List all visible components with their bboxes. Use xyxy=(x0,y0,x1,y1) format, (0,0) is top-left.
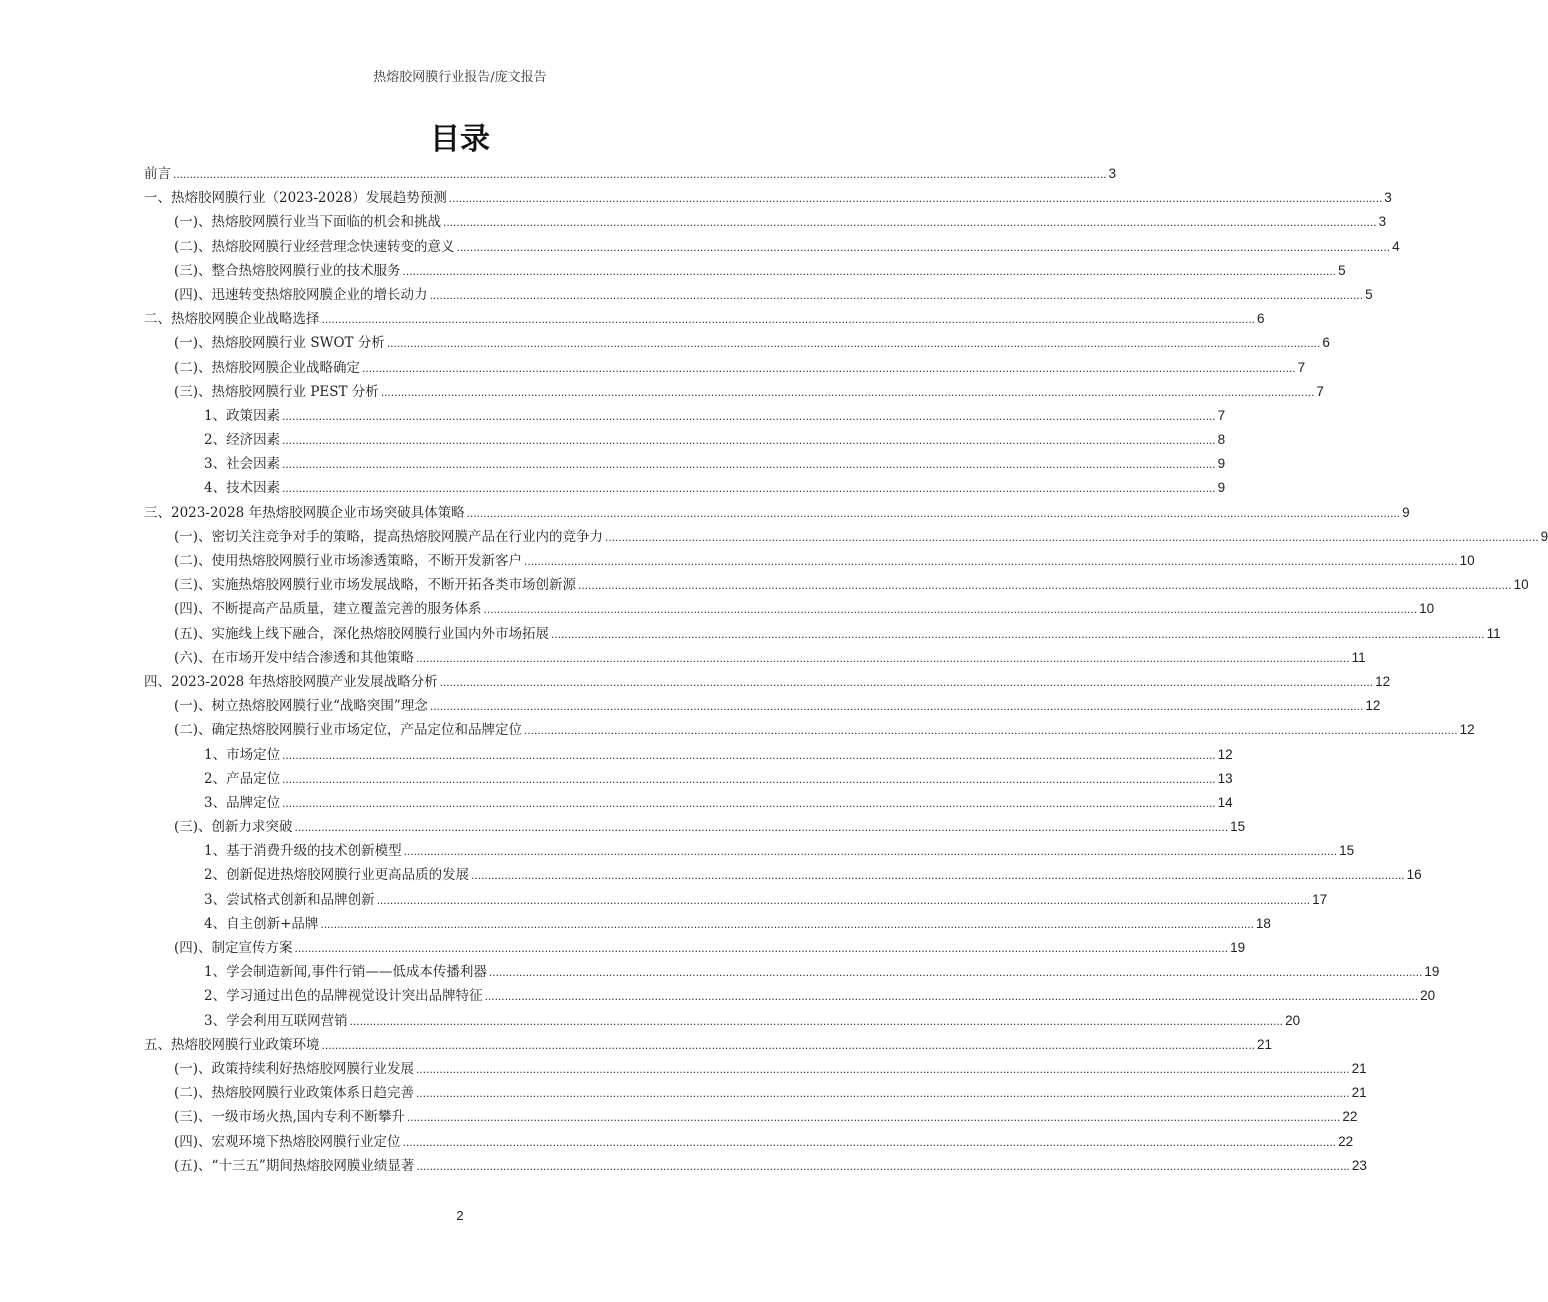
toc-entry-title: 3、学会利用互联网营销 xyxy=(204,1012,348,1029)
toc-entry[interactable] xyxy=(144,186,1392,210)
toc-entry-title: 1、基于消费升级的技术创新模型 xyxy=(204,843,402,860)
toc-entry-page: 10 xyxy=(1513,577,1529,593)
toc-entry-title: 前言 xyxy=(144,166,171,182)
toc-leader-dots xyxy=(320,917,1254,931)
toc-leader-dots xyxy=(362,361,1296,375)
toc-entry[interactable] xyxy=(144,694,1381,718)
toc-entry-page: 7 xyxy=(1217,407,1226,423)
toc-entry-page: 7 xyxy=(1297,359,1306,375)
toc-entry-title: (六)、在市场开发中结合渗透和其他策略 xyxy=(174,649,415,666)
toc-entry[interactable] xyxy=(144,356,1306,380)
toc-entry[interactable] xyxy=(144,1033,1273,1057)
toc-entry-page: 12 xyxy=(1365,698,1381,714)
toc-leader-dots xyxy=(282,481,1216,495)
toc-leader-dots xyxy=(295,820,1229,834)
toc-entry[interactable] xyxy=(144,984,1436,1008)
toc-entry[interactable] xyxy=(144,1130,1354,1154)
toc-entry[interactable] xyxy=(144,283,1373,307)
toc-leader-dots xyxy=(467,506,1401,520)
toc-entry[interactable] xyxy=(144,1154,1367,1178)
toc-entry-title: 2、产品定位 xyxy=(204,770,281,787)
toc-entry[interactable] xyxy=(144,428,1226,452)
toc-entry[interactable] xyxy=(144,646,1366,670)
toc-entry[interactable] xyxy=(144,380,1324,404)
toc-entry[interactable] xyxy=(144,501,1410,525)
toc-entry[interactable] xyxy=(144,235,1400,259)
toc-entry-page: 9 xyxy=(1540,528,1548,544)
toc-entry-title: (五)、“十三五”期间热熔胶网膜业绩显著 xyxy=(174,1157,415,1174)
toc-entry-title: 3、尝试格式创新和品牌创新 xyxy=(204,891,375,908)
toc-entry[interactable] xyxy=(144,404,1226,428)
toc-entry-title: 2、学习通过出色的品牌视觉设计突出品牌特征 xyxy=(204,988,483,1005)
toc-entry[interactable] xyxy=(144,791,1233,815)
toc-entry-page: 21 xyxy=(1351,1060,1367,1076)
toc-leader-dots xyxy=(440,675,1374,689)
toc-entry[interactable] xyxy=(144,960,1440,984)
toc-entry-page: 15 xyxy=(1339,843,1355,859)
toc-leader-dots xyxy=(605,530,1539,544)
page-title: 目录 xyxy=(430,122,490,157)
toc-entry-page: 12 xyxy=(1217,746,1233,762)
toc-entry-title: 2、创新促进热熔胶网膜行业更高品质的发展 xyxy=(204,867,470,884)
toc-leader-dots xyxy=(350,1014,1284,1028)
toc-entry-page: 19 xyxy=(1230,940,1246,955)
toc-leader-dots xyxy=(457,240,1391,254)
toc-entry-title: 三、2023-2028 年热熔胶网膜企业市场突破具体策略 xyxy=(144,504,465,521)
toc-entry-title: 4、技术因素 xyxy=(204,480,281,497)
toc-entry-page: 16 xyxy=(1406,867,1422,883)
toc-leader-dots xyxy=(407,1110,1341,1124)
toc-entry-page: 10 xyxy=(1459,553,1475,568)
toc-entry-page: 19 xyxy=(1424,964,1440,980)
toc-entry-page: 9 xyxy=(1217,456,1226,472)
toc-entry-page: 12 xyxy=(1459,722,1475,738)
toc-leader-dots xyxy=(489,965,1423,979)
toc-leader-dots xyxy=(387,336,1321,350)
toc-entry-page: 20 xyxy=(1420,988,1436,1004)
toc-entry[interactable] xyxy=(144,839,1355,863)
toc-leader-dots xyxy=(416,1159,1350,1173)
toc-entry-title: 一、热熔胶网膜行业（2023-2028）发展趋势预测 xyxy=(144,190,447,207)
toc-leader-dots xyxy=(173,167,1107,181)
toc-leader-dots xyxy=(551,627,1485,641)
toc-entry[interactable] xyxy=(144,573,1529,597)
toc-entry-page: 14 xyxy=(1217,794,1233,810)
toc-entry-page: 3 xyxy=(1108,166,1117,181)
toc-entry-page: 8 xyxy=(1217,432,1226,448)
toc-leader-dots xyxy=(322,1038,1256,1052)
toc-entry-title: (二)、热熔胶网膜企业战略确定 xyxy=(174,359,361,376)
toc-entry[interactable] xyxy=(144,1009,1301,1033)
toc-entry-title: (一)、政策持续利好热熔胶网膜行业发展 xyxy=(174,1060,415,1077)
toc-entry-page: 13 xyxy=(1217,770,1233,786)
toc-entry-title: 2、经济因素 xyxy=(204,432,281,449)
toc-leader-dots xyxy=(416,1062,1350,1076)
toc-entry-title: (三)、实施热熔胶网膜行业市场发展战略，不断开拓各类市场创新源 xyxy=(174,577,577,594)
toc-entry-title: 1、学会制造新闻,事件行销——低成本传播利器 xyxy=(204,964,487,981)
toc-leader-dots xyxy=(524,723,1458,737)
toc-entry[interactable] xyxy=(144,307,1265,331)
toc-leader-dots xyxy=(471,868,1405,882)
toc-entry[interactable] xyxy=(144,549,1475,573)
toc-entry-title: (一)、树立热熔胶网膜行业“战略突围”理念 xyxy=(174,698,428,715)
toc-leader-dots xyxy=(578,578,1512,592)
toc-entry-title: (四)、制定宣传方案 xyxy=(174,940,293,956)
toc-leader-dots xyxy=(403,1135,1337,1149)
toc-entry-page: 21 xyxy=(1257,1036,1273,1052)
page-number: 2 xyxy=(456,1208,464,1223)
toc-entry-title: (四)、迅速转变热熔胶网膜企业的增长动力 xyxy=(174,286,428,303)
toc-entry[interactable] xyxy=(144,452,1226,476)
toc-entry-page: 4 xyxy=(1392,238,1400,254)
toc-leader-dots xyxy=(416,651,1350,665)
toc-entry-title: 五、热熔胶网膜行业政策环境 xyxy=(144,1036,320,1053)
toc-entry-page: 11 xyxy=(1486,625,1501,641)
toc-entry-title: (四)、宏观环境下热熔胶网膜行业定位 xyxy=(174,1133,401,1150)
toc-entry[interactable] xyxy=(144,888,1328,912)
toc-entry-page: 22 xyxy=(1338,1133,1354,1149)
toc-entry[interactable] xyxy=(144,767,1233,791)
toc-entry-page: 12 xyxy=(1375,673,1391,689)
toc-entry-title: 3、社会因素 xyxy=(204,456,281,473)
toc-entry-page: 3 xyxy=(1378,214,1387,230)
toc-entry-page: 11 xyxy=(1351,649,1366,665)
toc-entry[interactable] xyxy=(144,936,1246,960)
toc-leader-dots xyxy=(449,191,1383,205)
toc-leader-dots xyxy=(282,748,1216,762)
toc-entry[interactable] xyxy=(144,718,1475,742)
toc-entry-page: 9 xyxy=(1217,480,1226,496)
toc-entry[interactable] xyxy=(144,210,1387,234)
toc-entry-title: (一)、热熔胶网膜行业 SWOT 分析 xyxy=(174,335,385,352)
toc-entry-page: 17 xyxy=(1312,891,1328,907)
toc-entry[interactable] xyxy=(144,743,1233,767)
toc-leader-dots xyxy=(377,893,1311,907)
toc-leader-dots xyxy=(282,433,1216,447)
toc-entry-title: (二)、热熔胶网膜行业经营理念快速转变的意义 xyxy=(174,238,455,255)
toc-leader-dots xyxy=(282,772,1216,786)
toc-entry-page: 5 xyxy=(1338,262,1346,278)
toc-entry[interactable] xyxy=(144,162,1117,186)
toc-entry-page: 15 xyxy=(1230,819,1246,835)
toc-entry-page: 23 xyxy=(1351,1157,1367,1173)
toc-entry-title: (三)、创新力求突破 xyxy=(174,819,293,836)
toc-leader-dots xyxy=(430,288,1364,302)
toc-entry-title: (三)、热熔胶网膜行业 PEST 分析 xyxy=(174,383,379,400)
toc-entry[interactable] xyxy=(144,670,1391,694)
toc-leader-dots xyxy=(403,264,1337,278)
toc-entry-page: 6 xyxy=(1322,335,1330,351)
running-header: 热熔胶网膜行业报告/庞文报告 xyxy=(373,70,547,85)
toc-entry-title: 1、政策因素 xyxy=(204,407,281,424)
toc-entry[interactable] xyxy=(144,476,1226,500)
toc-entry[interactable] xyxy=(144,1057,1367,1081)
toc-leader-dots xyxy=(295,941,1229,955)
toc-entry-title: 3、品牌定位 xyxy=(204,794,281,811)
toc-entry-page: 5 xyxy=(1365,286,1373,302)
table-of-contents xyxy=(144,162,1548,1178)
toc-entry[interactable] xyxy=(144,331,1330,355)
toc-entry[interactable] xyxy=(144,597,1435,621)
toc-entry[interactable] xyxy=(144,863,1422,887)
toc-entry-page: 22 xyxy=(1342,1109,1358,1125)
toc-leader-dots xyxy=(282,796,1216,810)
toc-leader-dots xyxy=(282,409,1216,423)
toc-entry-title: (一)、热熔胶网膜行业当下面临的机会和挑战 xyxy=(174,214,442,231)
toc-leader-dots xyxy=(282,457,1216,471)
toc-leader-dots xyxy=(404,844,1338,858)
toc-entry-title: (三)、一级市场火热,国内专利不断攀升 xyxy=(174,1109,405,1126)
toc-entry-page: 18 xyxy=(1255,915,1271,931)
toc-leader-dots xyxy=(430,699,1364,713)
toc-entry-page: 9 xyxy=(1402,504,1410,520)
toc-entry[interactable] xyxy=(144,1081,1367,1105)
toc-leader-dots xyxy=(416,1086,1350,1100)
toc-entry-title: 二、热熔胶网膜企业战略选择 xyxy=(144,311,320,328)
toc-entry-title: (五)、实施线上线下融合，深化热熔胶网膜行业国内外市场拓展 xyxy=(174,625,550,642)
toc-leader-dots xyxy=(381,385,1315,399)
toc-leader-dots xyxy=(484,602,1418,616)
toc-leader-dots xyxy=(322,312,1256,326)
toc-entry-title: 四、2023-2028 年热熔胶网膜产业发展战略分析 xyxy=(144,673,438,690)
toc-leader-dots xyxy=(524,554,1458,568)
toc-entry[interactable] xyxy=(144,912,1271,936)
toc-entry[interactable] xyxy=(144,1105,1358,1129)
toc-entry[interactable] xyxy=(144,815,1246,839)
toc-leader-dots xyxy=(485,989,1419,1003)
toc-entry-title: 1、市场定位 xyxy=(204,746,281,763)
toc-entry-title: (三)、整合热熔胶网膜行业的技术服务 xyxy=(174,262,401,279)
toc-entry[interactable] xyxy=(144,525,1548,549)
toc-entry-title: (二)、热熔胶网膜行业政策体系日趋完善 xyxy=(174,1085,415,1102)
toc-entry-title: (一)、密切关注竞争对手的策略，提高热熔胶网膜产品在行业内的竞争力 xyxy=(174,528,604,545)
toc-entry-page: 7 xyxy=(1316,383,1324,399)
toc-entry-page: 10 xyxy=(1419,601,1435,617)
toc-entry[interactable] xyxy=(144,259,1346,283)
toc-entry-title: 4、自主创新+品牌 xyxy=(204,915,319,932)
toc-entry-page: 20 xyxy=(1285,1012,1301,1028)
toc-entry-title: (二)、使用热熔胶网膜行业市场渗透策略，不断开发新客户 xyxy=(174,553,523,569)
toc-entry-title: (四)、不断提高产品质量，建立覆盖完善的服务体系 xyxy=(174,601,482,618)
toc-entry-page: 6 xyxy=(1257,311,1265,327)
toc-leader-dots xyxy=(443,215,1377,229)
toc-entry-page: 21 xyxy=(1351,1085,1367,1101)
toc-entry-title: (二)、确定热熔胶网膜行业市场定位，产品定位和品牌定位 xyxy=(174,722,523,739)
toc-entry-page: 3 xyxy=(1384,190,1392,206)
toc-entry[interactable] xyxy=(144,622,1501,646)
